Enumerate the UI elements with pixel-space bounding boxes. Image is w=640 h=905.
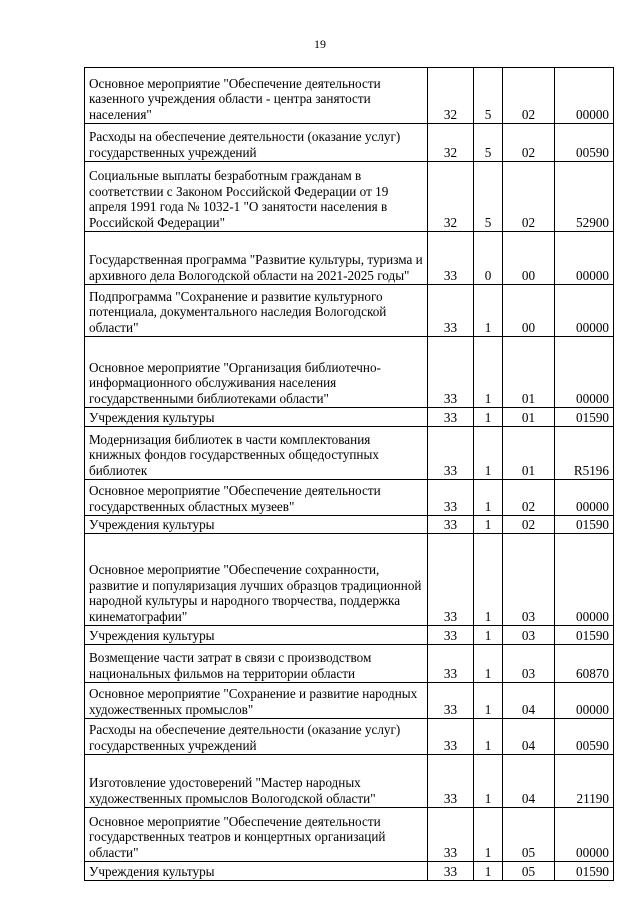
- subprogram-code-cell: 5: [474, 162, 503, 232]
- row-name-cell: Учреждения культуры: [85, 862, 428, 881]
- table-row: [85, 755, 614, 808]
- subprogram-code-cell: 1: [474, 480, 503, 516]
- row-name-cell: Изготовление удостоверений "Мастер народных художественных промыслов Вологодской области": [85, 755, 428, 808]
- program-code-cell: 32: [428, 162, 474, 232]
- row-name-cell: Основное мероприятие "Обеспечение сохранности, развитие и популяризация лучших образцов традиционной народной культуры и народного творчества, поддержка кинематографии": [85, 534, 428, 626]
- expense-code-cell: 00000: [555, 808, 614, 862]
- row-name-cell: Государственная программа "Развитие культуры, туризма и архивного дела Вологодской области на 2021-2025 годы": [85, 232, 428, 285]
- subprogram-code-cell: 5: [474, 68, 503, 124]
- subprogram-code-cell: 1: [474, 427, 503, 480]
- subprogram-code-cell: 1: [474, 626, 503, 645]
- subprogram-code-cell: 1: [474, 645, 503, 683]
- row-name-cell: Основное мероприятие "Обеспечение деятельности государственных областных музеев": [85, 480, 428, 516]
- table-row: [85, 124, 614, 162]
- activity-code-cell: 05: [503, 808, 555, 862]
- row-name-cell: Основное мероприятие "Обеспечение деятельности государственных театров и концертных организаций области": [85, 808, 428, 862]
- subprogram-code-cell: 5: [474, 124, 503, 162]
- expense-code-cell: 00000: [555, 232, 614, 285]
- expense-code-cell: 00000: [555, 683, 614, 719]
- table-row: [85, 626, 614, 645]
- activity-code-cell: 02: [503, 68, 555, 124]
- subprogram-code-cell: 1: [474, 408, 503, 427]
- program-code-cell: 33: [428, 862, 474, 881]
- activity-code-cell: 03: [503, 534, 555, 626]
- program-code-cell: 33: [428, 408, 474, 427]
- expense-code-cell: 01590: [555, 408, 614, 427]
- expense-code-cell: 00000: [555, 534, 614, 626]
- table-row: [85, 427, 614, 480]
- program-code-cell: 33: [428, 480, 474, 516]
- subprogram-code-cell: 1: [474, 862, 503, 881]
- expense-code-cell: 00000: [555, 68, 614, 124]
- expense-code-cell: R5196: [555, 427, 614, 480]
- program-code-cell: 33: [428, 683, 474, 719]
- expense-code-cell: 00590: [555, 719, 614, 755]
- expense-code-cell: 00000: [555, 285, 614, 337]
- table-row: [85, 232, 614, 285]
- table-row: [85, 683, 614, 719]
- table-row: [85, 645, 614, 683]
- program-code-cell: 33: [428, 337, 474, 408]
- activity-code-cell: 02: [503, 162, 555, 232]
- subprogram-code-cell: 1: [474, 808, 503, 862]
- program-code-cell: 33: [428, 232, 474, 285]
- table-row: [85, 162, 614, 232]
- activity-code-cell: 00: [503, 285, 555, 337]
- program-code-cell: 32: [428, 68, 474, 124]
- subprogram-code-cell: 1: [474, 516, 503, 534]
- activity-code-cell: 02: [503, 124, 555, 162]
- row-name-cell: Модернизация библиотек в части комплектования книжных фондов государственных общедоступных библиотек: [85, 427, 428, 480]
- row-name-cell: Социальные выплаты безработным гражданам в соответствии с Законом Российской Федерации от 19 апреля 1991 года № 1032-1 "О занятости населения в Российской Федерации": [85, 162, 428, 232]
- row-name-cell: Основное мероприятие "Сохранение и развитие народных художественных промыслов": [85, 683, 428, 719]
- activity-code-cell: 02: [503, 480, 555, 516]
- page-number: 19: [314, 37, 326, 51]
- subprogram-code-cell: 0: [474, 232, 503, 285]
- row-name-cell: Основное мероприятие "Обеспечение деятельности казенного учреждения области - центра занятости населения": [85, 68, 428, 124]
- activity-code-cell: 04: [503, 719, 555, 755]
- activity-code-cell: 03: [503, 645, 555, 683]
- activity-code-cell: 05: [503, 862, 555, 881]
- program-code-cell: 33: [428, 719, 474, 755]
- table-row: [85, 534, 614, 626]
- activity-code-cell: 01: [503, 337, 555, 408]
- row-name-cell: Расходы на обеспечение деятельности (оказание услуг) государственных учреждений: [85, 719, 428, 755]
- table-row: [85, 480, 614, 516]
- expense-code-cell: 00000: [555, 337, 614, 408]
- subprogram-code-cell: 1: [474, 534, 503, 626]
- row-name-cell: Учреждения культуры: [85, 408, 428, 427]
- subprogram-code-cell: 1: [474, 719, 503, 755]
- subprogram-code-cell: 1: [474, 683, 503, 719]
- table-row: [85, 862, 614, 881]
- program-code-cell: 33: [428, 626, 474, 645]
- expense-code-cell: 01590: [555, 626, 614, 645]
- program-code-cell: 33: [428, 808, 474, 862]
- subprogram-code-cell: 1: [474, 755, 503, 808]
- row-name-cell: Учреждения культуры: [85, 516, 428, 534]
- table-row: [85, 808, 614, 862]
- activity-code-cell: 01: [503, 408, 555, 427]
- program-code-cell: 33: [428, 534, 474, 626]
- activity-code-cell: 04: [503, 683, 555, 719]
- table-row: [85, 516, 614, 534]
- activity-code-cell: 03: [503, 626, 555, 645]
- activity-code-cell: 04: [503, 755, 555, 808]
- program-code-cell: 33: [428, 427, 474, 480]
- row-name-cell: Расходы на обеспечение деятельности (оказание услуг) государственных учреждений: [85, 124, 428, 162]
- row-name-cell: Возмещение части затрат в связи с производством национальных фильмов на территории области: [85, 645, 428, 683]
- activity-code-cell: 00: [503, 232, 555, 285]
- program-code-cell: 33: [428, 285, 474, 337]
- expense-code-cell: 00000: [555, 480, 614, 516]
- program-code-cell: 32: [428, 124, 474, 162]
- expense-code-cell: 60870: [555, 645, 614, 683]
- subprogram-code-cell: 1: [474, 285, 503, 337]
- expense-code-cell: 01590: [555, 516, 614, 534]
- expense-code-cell: 01590: [555, 862, 614, 881]
- table-row: [85, 408, 614, 427]
- subprogram-code-cell: 1: [474, 337, 503, 408]
- activity-code-cell: 02: [503, 516, 555, 534]
- program-code-cell: 33: [428, 755, 474, 808]
- row-name-cell: Учреждения культуры: [85, 626, 428, 645]
- program-code-cell: 33: [428, 645, 474, 683]
- expense-code-cell: 21190: [555, 755, 614, 808]
- expense-code-cell: 52900: [555, 162, 614, 232]
- table-row: [85, 719, 614, 755]
- expense-code-cell: 00590: [555, 124, 614, 162]
- table-row: [85, 285, 614, 337]
- table-row: [85, 337, 614, 408]
- row-name-cell: Основное мероприятие "Организация библиотечно-информационного обслуживания населения государственными библиотеками области": [85, 337, 428, 408]
- budget-classification-table: [84, 67, 614, 881]
- row-name-cell: Подпрограмма "Сохранение и развитие культурного потенциала, документального наследия Вологодской области": [85, 285, 428, 337]
- table-row: [85, 68, 614, 124]
- program-code-cell: 33: [428, 516, 474, 534]
- activity-code-cell: 01: [503, 427, 555, 480]
